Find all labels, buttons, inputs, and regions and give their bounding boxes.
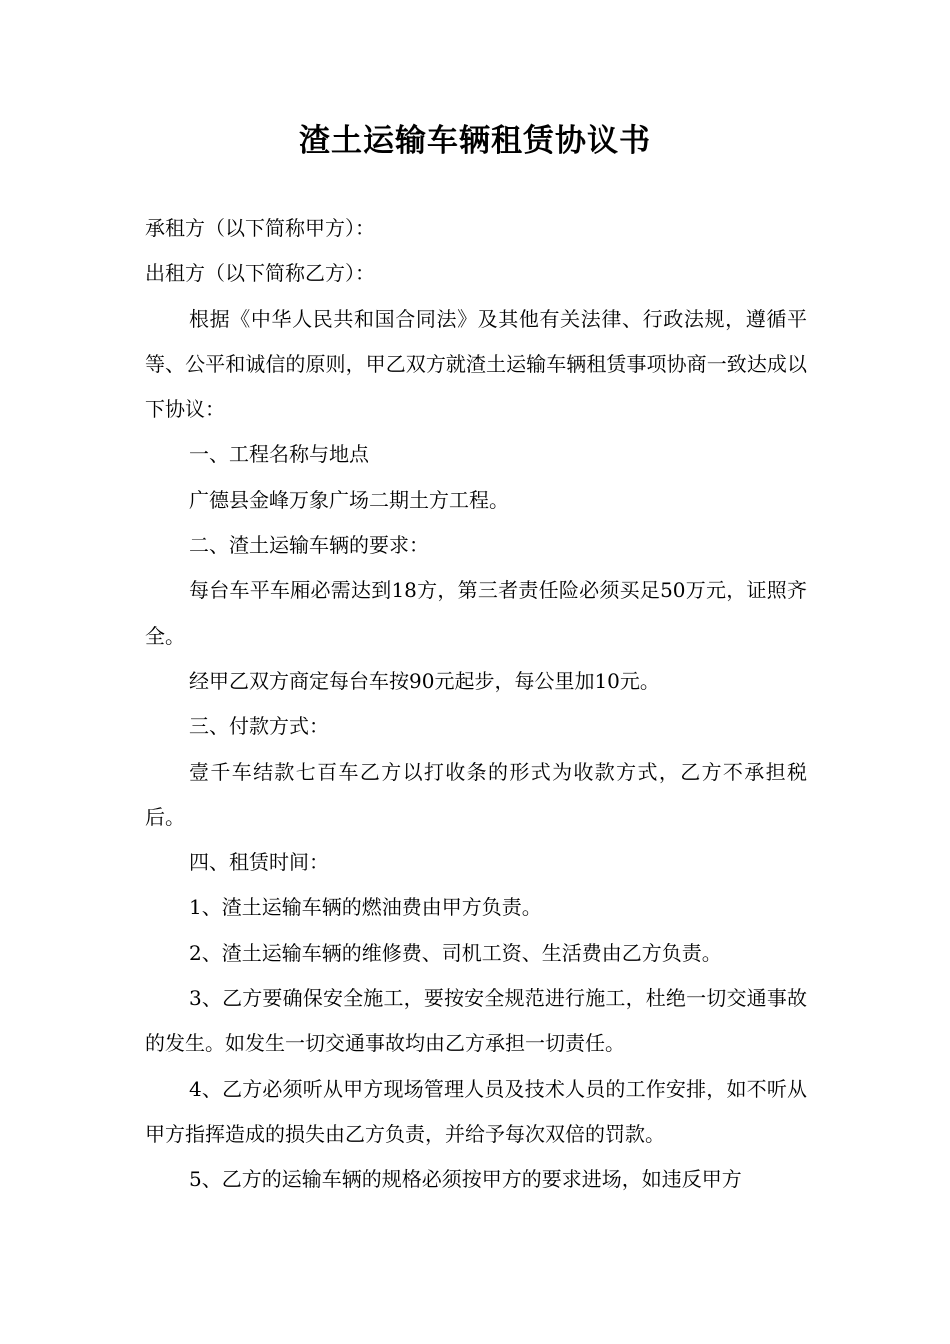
clause-5: 5、乙方的运输车辆的规格必须按甲方的要求进场，如违反甲方 bbox=[189, 1167, 742, 1192]
preamble-paragraph: 根据《中华人民共和国合同法》及其他有关法律、行政法规，遵循平等、公平和诚信的原则，甲乙双方就渣土运输车辆租赁事项协商一致达成以下协议： bbox=[145, 306, 807, 422]
party-b-line: 出租方（以下简称乙方）： bbox=[145, 261, 375, 286]
pricing-paragraph: 经甲乙双方商定每台车按90元起步，每公里加10元。 bbox=[189, 668, 660, 693]
section-heading-project: 一、工程名称与地点 bbox=[189, 442, 369, 467]
project-name-paragraph: 广德县金峰万象广场二期土方工程。 bbox=[189, 487, 509, 512]
payment-paragraph: 壹千车结款七百车乙方以打收条的形式为收款方式，乙方不承担税后。 bbox=[145, 759, 807, 829]
vehicle-requirements-paragraph: 每台车平车厢必需达到18方，第三者责任险必须买足50万元，证照齐全。 bbox=[145, 578, 807, 648]
section-heading-lease-time: 四、租赁时间： bbox=[189, 850, 329, 875]
clause-1: 1、渣土运输车辆的燃油费由甲方负责。 bbox=[189, 895, 542, 920]
clause-3: 3、乙方要确保安全施工，要按安全规范进行施工，杜绝一切交通事故的发生。如发生一切交通事故均由乙方承担一切责任。 bbox=[145, 986, 807, 1056]
section-heading-payment: 三、付款方式： bbox=[189, 714, 329, 739]
party-a-line: 承租方（以下简称甲方）： bbox=[145, 216, 375, 240]
document-title: 渣土运输车辆租赁协议书 bbox=[299, 123, 651, 159]
clause-2: 2、渣土运输车辆的维修费、司机工资、生活费由乙方负责。 bbox=[189, 940, 722, 965]
document-body bbox=[145, 206, 807, 1203]
section-heading-vehicle-requirements: 二、渣土运输车辆的要求： bbox=[189, 533, 429, 558]
clause-4: 4、乙方必须听从甲方现场管理人员及技术人员的工作安排，如不听从甲方指挥造成的损失由乙方负责，并给予每次双倍的罚款。 bbox=[145, 1076, 807, 1146]
